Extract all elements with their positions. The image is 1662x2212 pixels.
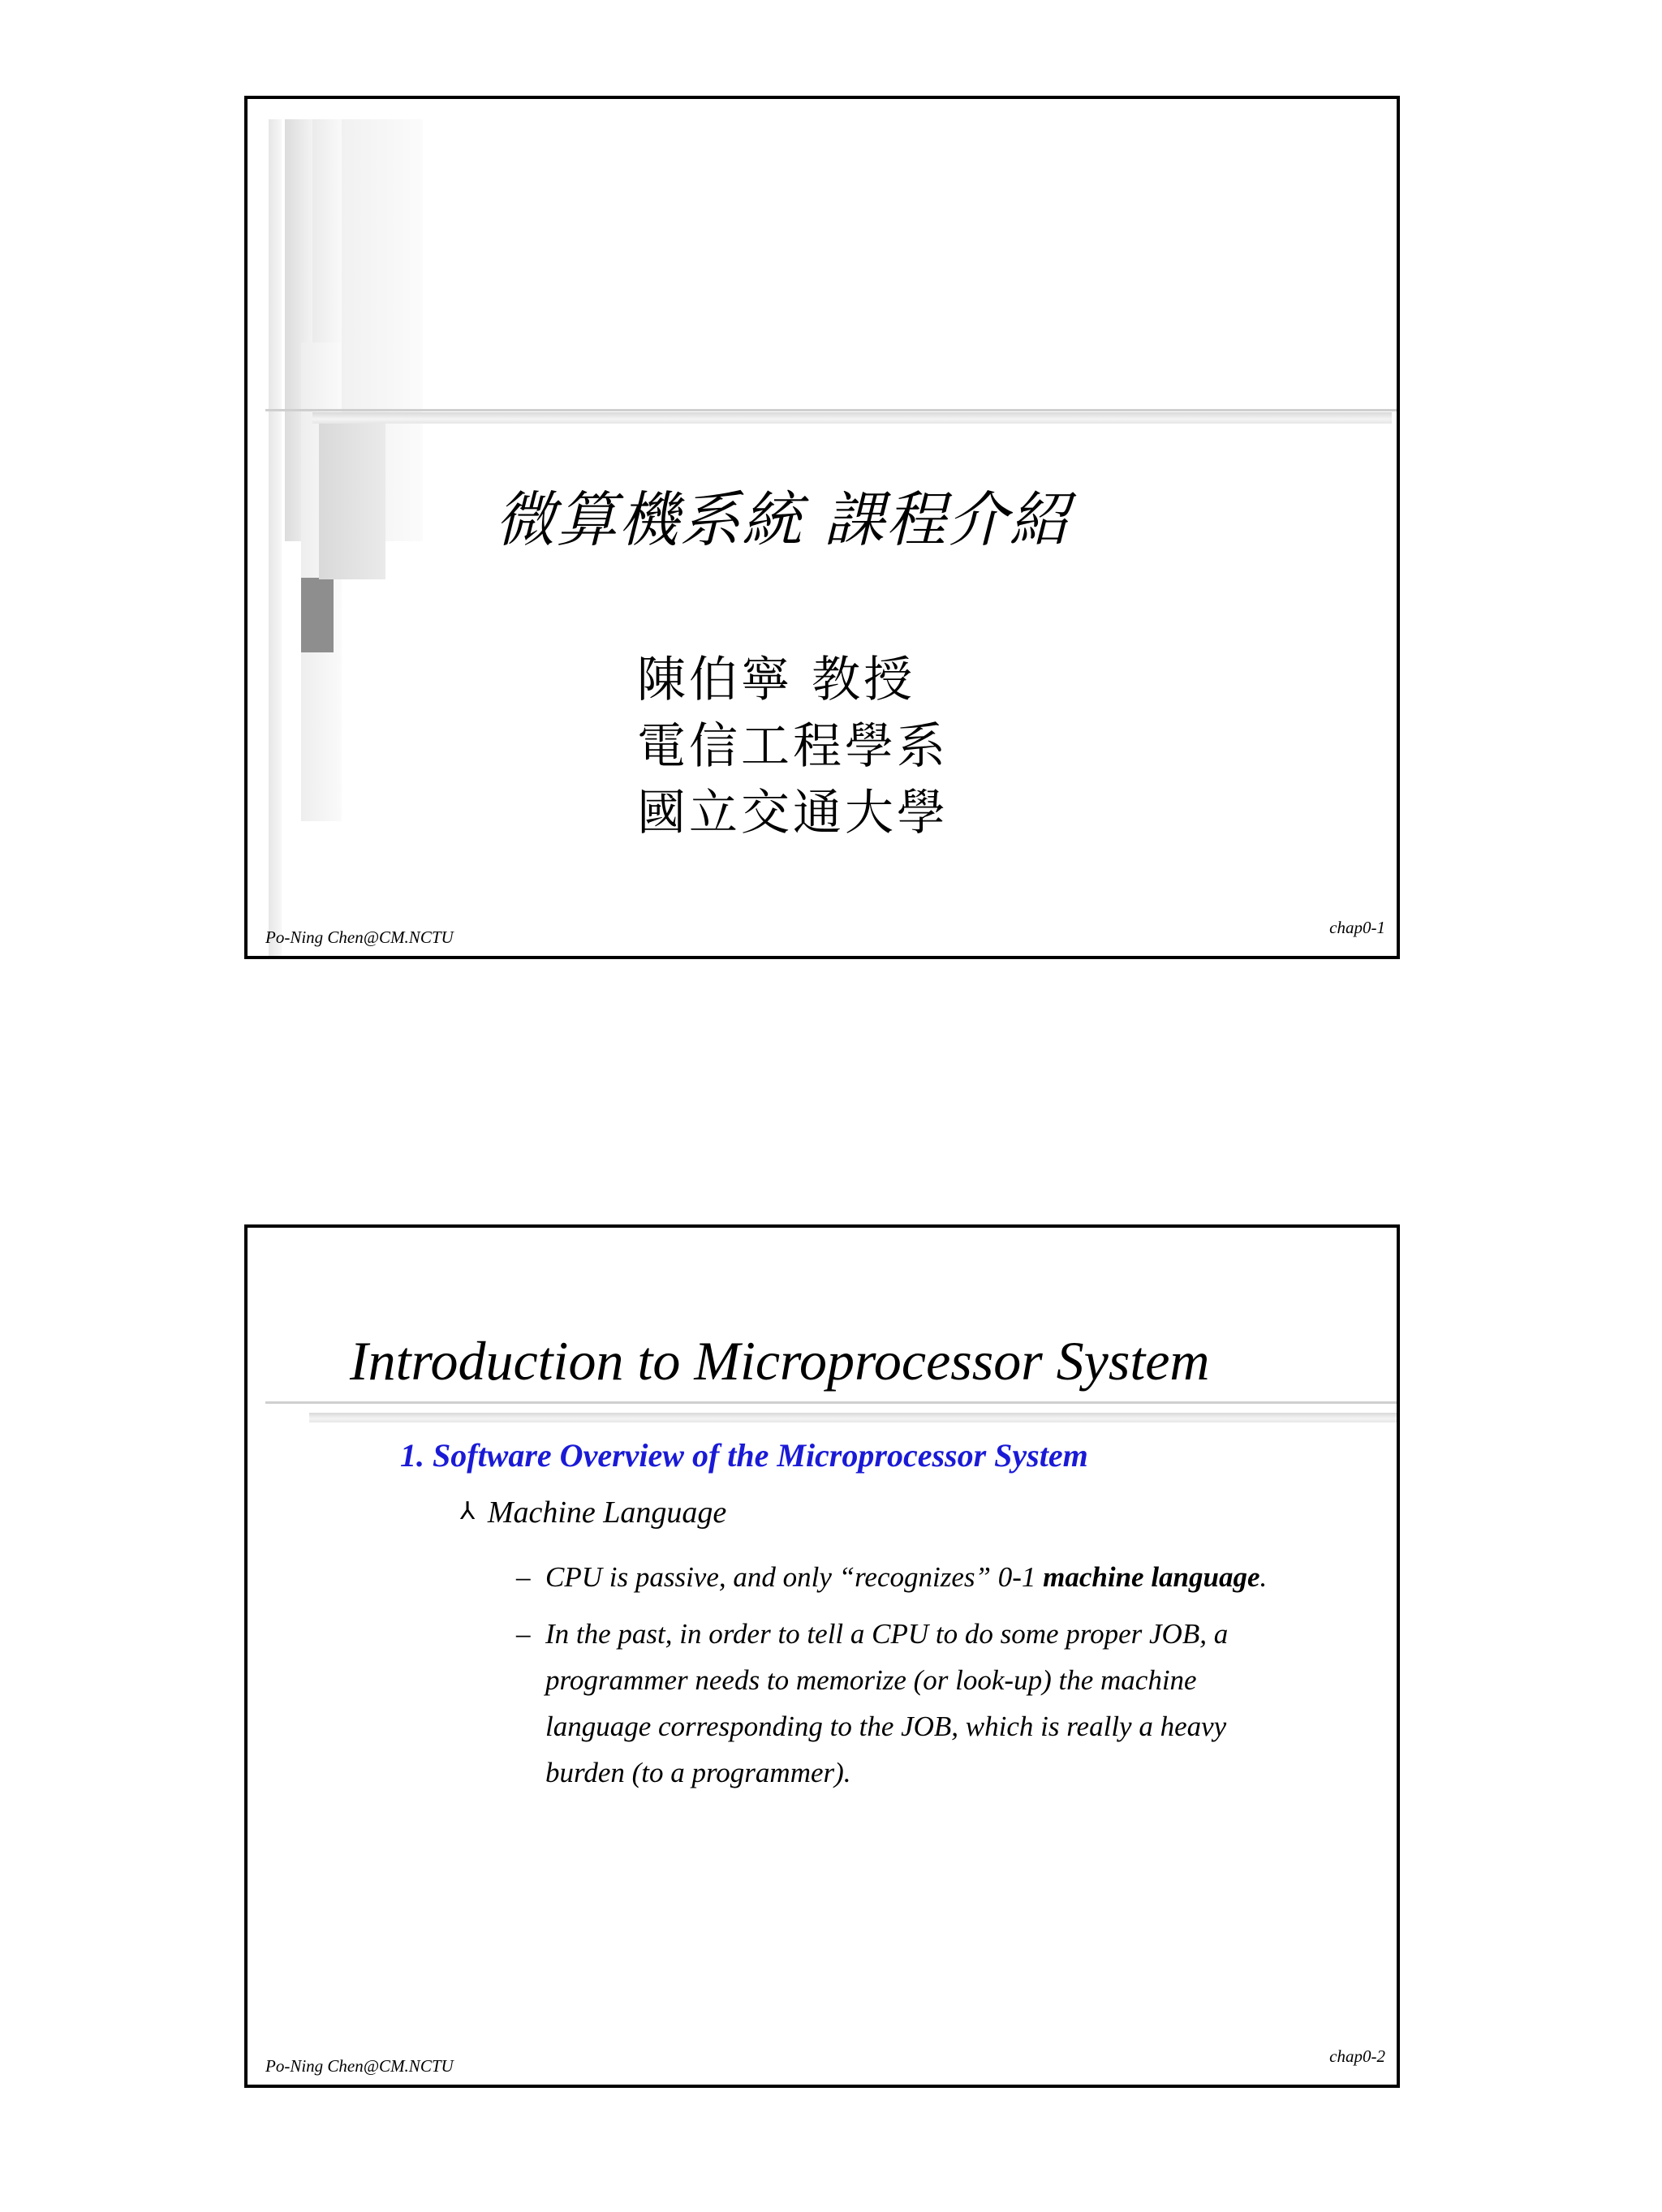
section-heading: 1. Software Overview of the Microprocessor System (400, 1437, 1088, 1474)
bullet-item (460, 1495, 726, 1530)
decorative-bar (301, 578, 334, 652)
sub-bullet-line: burden (to a programmer). (545, 1757, 851, 1788)
sub-bullet-line: In the past, in order to tell a CPU to do some proper JOB, a (545, 1618, 1229, 1650)
sub-bullet-text (545, 1554, 1400, 1600)
university-name: 國立交通大學 (637, 785, 949, 841)
horizontal-rule (312, 412, 1392, 424)
page-label: chap0-2 (1329, 2046, 1385, 2066)
page-label: chap0-1 (1329, 918, 1385, 937)
bullet-label: Machine Language (487, 1495, 727, 1530)
department-name: 電信工程學系 (637, 718, 949, 775)
horizontal-rule (265, 1401, 1400, 1404)
decorative-bar (269, 119, 282, 959)
sub-bullet-line: language corresponding to the JOB, which is really a heavy (545, 1711, 1227, 1742)
horizontal-rule (309, 1413, 1400, 1422)
horizontal-rule (265, 409, 1400, 411)
slide-title: 微算機系統 課程介紹 (495, 485, 1071, 555)
bullet-icon: ⅄ (460, 1498, 476, 1525)
sub-bullet-text-part: CPU is passive, and only “recognizes” 0-1 (545, 1561, 1044, 1593)
footer-author: Po-Ning Chen@CM.NCTU (265, 2056, 454, 2076)
decorative-bar (319, 424, 385, 579)
author-name: 陳伯寧 教授 (637, 652, 916, 708)
footer-author: Po-Ning Chen@CM.NCTU (265, 927, 454, 947)
sub-bullet-line: programmer needs to memorize (or look-up) the machine (545, 1664, 1197, 1696)
sub-bullet-item (516, 1554, 1400, 1600)
title-slide (244, 96, 1400, 959)
content-slide (244, 1224, 1400, 2088)
dash-icon: – (516, 1561, 531, 1593)
dash-icon: – (516, 1618, 531, 1650)
sub-bullet-item (516, 1611, 1376, 1796)
slide-title: Introduction to Microprocessor System (350, 1330, 1210, 1392)
sub-bullet-emphasis: machine language (1043, 1561, 1260, 1593)
sub-bullet-text-part: . (1259, 1561, 1268, 1593)
